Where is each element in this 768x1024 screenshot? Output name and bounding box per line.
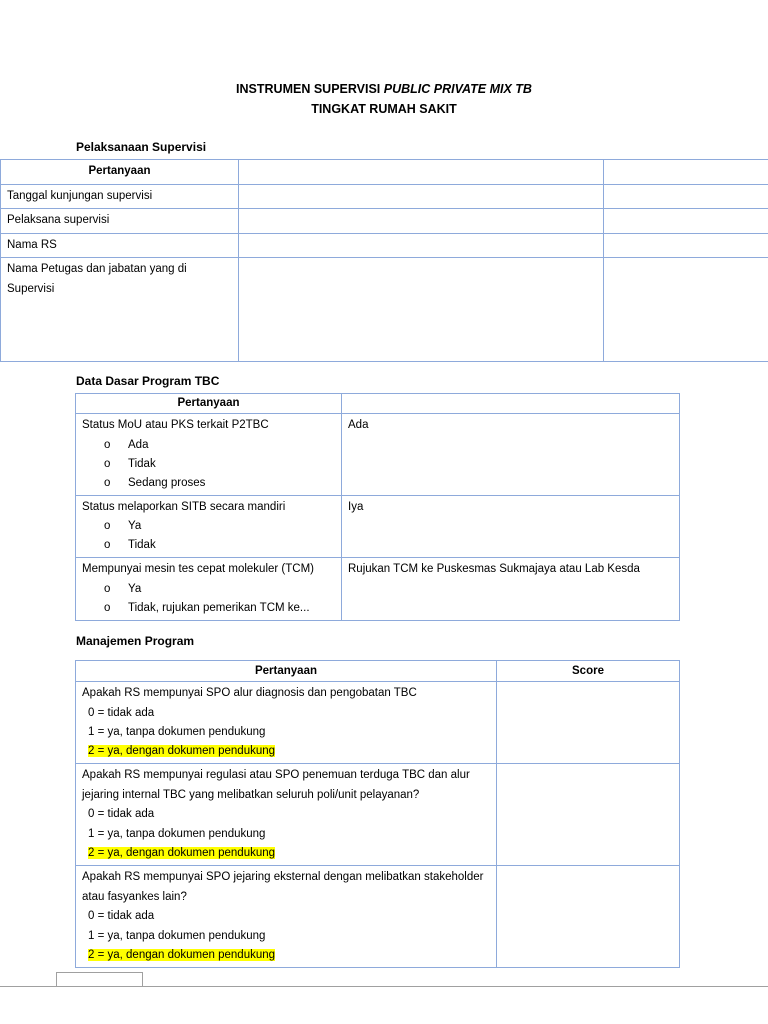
manajemen-question-cell (76, 764, 497, 866)
score-option-2 (82, 844, 490, 863)
title-italic: PUBLIC PRIVATE MIX TB (383, 82, 532, 96)
option-list (82, 436, 335, 493)
manajemen-header-question: Pertanyaan (76, 661, 497, 682)
option-label: Tidak, rujukan pemerikan TCM ke... (128, 601, 310, 614)
manajemen-question-cell (76, 866, 497, 968)
option-item (82, 599, 335, 618)
question-text: Status MoU atau PKS terkait P2TBC (82, 419, 269, 431)
data-dasar-answer-cell[interactable]: Rujukan TCM ke Puskesmas Sukmajaya atau Lab Kesda (342, 558, 680, 621)
pelaksanaan-header-cell (239, 160, 604, 185)
pelaksanaan-extra-cell[interactable] (604, 184, 768, 209)
pelaksanaan-value-cell[interactable] (239, 184, 604, 209)
question-text: Mempunyai mesin tes cepat molekuler (TCM) (82, 563, 314, 575)
bullet-icon: o (104, 476, 111, 489)
highlighted-option: 2 = ya, dengan dokumen pendukung (88, 948, 276, 961)
section-heading-pelaksanaan: Pelaksanaan Supervisi (76, 140, 207, 154)
manajemen-score-cell[interactable] (497, 866, 680, 968)
manajemen-question-cell (76, 682, 497, 764)
section-heading-manajemen: Manajemen Program (76, 634, 195, 648)
data-dasar-header-cell (342, 394, 680, 414)
data-dasar-question-cell (76, 414, 342, 496)
manajemen-score-cell[interactable] (497, 682, 680, 764)
highlighted-option: 2 = ya, dengan dokumen pendukung (88, 846, 276, 859)
footer-divider (0, 986, 768, 987)
pelaksanaan-header-question: Pertanyaan (1, 160, 239, 185)
pelaksanaan-value-cell[interactable] (239, 233, 604, 258)
manajemen-header-score: Score (497, 661, 680, 682)
score-option-0: 0 = tidak ada (88, 808, 155, 821)
option-item (82, 455, 335, 474)
data-dasar-table (75, 393, 680, 621)
option-item (82, 474, 335, 493)
data-dasar-question-cell (76, 495, 342, 558)
question-text: Apakah RS mempunyai SPO jejaring eksternal dengan melibatkan stakeholder atau fasyankes lain? (82, 871, 484, 903)
manajemen-score-cell[interactable] (497, 764, 680, 866)
manajemen-table (75, 660, 680, 968)
score-option-0: 0 = tidak ada (88, 706, 155, 719)
data-dasar-answer-cell[interactable]: Iya (342, 495, 680, 558)
option-item (82, 517, 335, 536)
document-title-line-2: TINGKAT RUMAH SAKIT (311, 102, 457, 116)
score-option-1: 1 = ya, tanpa dokumen pendukung (88, 929, 266, 942)
question-text: Status melaporkan SITB secara mandiri (82, 500, 286, 513)
option-label: Ya (128, 582, 142, 595)
question-text: Apakah RS mempunyai regulasi atau SPO penemuan terduga TBC dan alur jejaring internal TBC yang melibatkan seluruh poli/unit pelayanan? (82, 769, 470, 801)
document-title-line-1 (0, 82, 768, 96)
bullet-icon: o (104, 582, 111, 595)
data-dasar-answer-cell[interactable]: Ada (342, 414, 680, 496)
pelaksanaan-row-label: Nama RS (1, 233, 239, 258)
pelaksanaan-header-cell (604, 160, 768, 185)
option-item (82, 580, 335, 599)
data-dasar-question-cell (76, 558, 342, 621)
bullet-icon: o (104, 438, 111, 451)
option-label: Tidak (128, 539, 156, 551)
bullet-icon: o (104, 520, 111, 532)
score-option-1: 1 = ya, tanpa dokumen pendukung (88, 725, 266, 738)
pelaksanaan-table (0, 159, 768, 362)
option-label: Sedang proses (128, 476, 206, 489)
option-item (82, 536, 335, 555)
score-option-2 (82, 946, 490, 965)
title-prefix: INSTRUMEN SUPERVISI (236, 82, 381, 96)
section-heading-data-dasar: Data Dasar Program TBC (76, 374, 220, 388)
pelaksanaan-extra-cell[interactable] (604, 233, 768, 258)
highlighted-option: 2 = ya, dengan dokumen pendukung (88, 745, 276, 758)
pelaksanaan-row-label: Nama Petugas dan jabatan yang di Supervisi (1, 258, 239, 362)
score-option-2 (82, 742, 490, 761)
pelaksanaan-row-label: Pelaksana supervisi (1, 209, 239, 234)
option-item (82, 436, 335, 455)
bullet-icon: o (104, 539, 111, 551)
score-option-0: 0 = tidak ada (88, 910, 155, 923)
option-label: Ya (128, 520, 142, 532)
footer-box (56, 972, 143, 987)
option-list (82, 517, 335, 555)
pelaksanaan-value-cell[interactable] (239, 209, 604, 234)
data-dasar-header-question: Pertanyaan (76, 394, 342, 414)
pelaksanaan-extra-cell[interactable] (604, 209, 768, 234)
option-list (82, 580, 335, 618)
pelaksanaan-value-cell[interactable] (239, 258, 604, 362)
pelaksanaan-extra-cell[interactable] (604, 258, 768, 362)
bullet-icon: o (104, 601, 111, 614)
score-option-1: 1 = ya, tanpa dokumen pendukung (88, 827, 266, 840)
option-label: Ada (128, 438, 149, 451)
pelaksanaan-row-label: Tanggal kunjungan supervisi (1, 184, 239, 209)
option-label: Tidak (128, 457, 156, 470)
bullet-icon: o (104, 457, 111, 470)
question-text: Apakah RS mempunyai SPO alur diagnosis dan pengobatan TBC (82, 687, 417, 699)
